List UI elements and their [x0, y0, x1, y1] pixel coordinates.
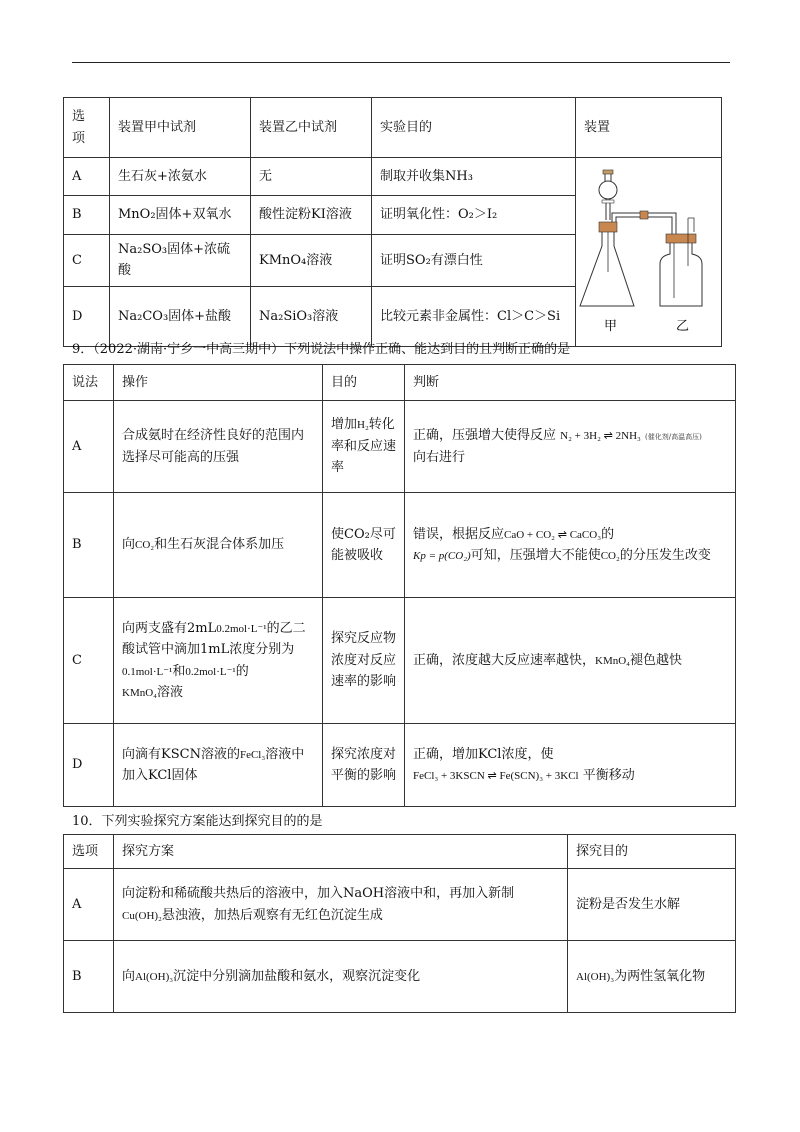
row-option: D — [64, 724, 114, 807]
question-9-title: 9．（2022·湖南·宁乡一中高三期中）下列说法中操作正确、能达到目的且判断正确的是 — [72, 342, 571, 357]
header-goal: 探究目的 — [568, 835, 736, 869]
row-goal: 制取并收集NH₃ — [372, 158, 576, 196]
row-plan: 向Al(OH)₃沉淀中分别滴加盐酸和氨水，观察沉淀变化 — [114, 941, 568, 1013]
table-row — [64, 598, 736, 724]
row-option: A — [64, 158, 110, 196]
row-goal: Al(OH)₃为两性氢氧化物 — [568, 941, 736, 1013]
row-option: A — [64, 869, 114, 941]
row-goal: 探究浓度对平衡的影响 — [323, 724, 405, 807]
row-goal: 淀粉是否发生水解 — [568, 869, 736, 941]
label-jia: 甲 — [604, 319, 618, 335]
row-yi: Na₂SiO₃溶液 — [251, 286, 372, 346]
table-header-row — [64, 98, 722, 158]
row-goal: 增加H₂转化率和反应速率 — [323, 401, 405, 493]
table-q9 — [63, 364, 736, 807]
table-q10 — [63, 834, 736, 1013]
row-judgment: 错误，根据反应CaO + CO₂ ⇌ CaCO₃的 Kp = p(CO₂)可知，压强增大不能使CO₂的分压发生改变 — [405, 493, 736, 598]
table-row — [64, 941, 736, 1013]
row-judgment: 正确，压强增大使得反应 N₂ + 3H₂ ⇌ 2NH₃ (催化剂/高温高压) 向右进行 — [405, 401, 736, 493]
row-jia: Na₂CO₃固体+盐酸 — [110, 286, 251, 346]
header-jia: 装置甲中试剂 — [110, 98, 251, 158]
row-yi: 无 — [251, 158, 372, 196]
row-option: D — [64, 286, 110, 346]
row-judgment: 正确，增加KCl浓度，使 FeCl₃ + 3KSCN ⇌ Fe(SCN)₃ + 3KCl 平衡移动 — [405, 724, 736, 807]
row-operation: 合成氨时在经济性良好的范围内选择尽可能高的压强 — [114, 401, 323, 493]
table-row — [64, 869, 736, 941]
header-option: 选项 — [64, 835, 114, 869]
header-apparatus: 装置 — [576, 98, 722, 158]
question-10-title: 10．下列实验探究方案能达到探究目的的是 — [72, 814, 323, 829]
row-jia: Na₂SO₃固体+浓硫酸 — [110, 235, 251, 287]
row-jia: MnO₂固体+双氧水 — [110, 196, 251, 235]
table-q8 — [63, 97, 722, 347]
row-option: A — [64, 401, 114, 493]
row-operation: 向CO₂和生石灰混合体系加压 — [114, 493, 323, 598]
row-yi: KMnO₄溶液 — [251, 235, 372, 287]
table-row — [64, 401, 736, 493]
row-operation: 向两支盛有2mL0.2mol·L⁻¹的乙二酸试管中滴加1mL浓度分别为0.1mol·L⁻¹和0.2mol·L⁻¹的 KMnO₄溶液 — [114, 598, 323, 724]
row-option: B — [64, 493, 114, 598]
row-goal: 探究反应物浓度对反应速率的影响 — [323, 598, 405, 724]
header-plan: 探究方案 — [114, 835, 568, 869]
header-statement: 说法 — [64, 365, 114, 401]
row-goal: 证明氧化性：O₂＞I₂ — [372, 196, 576, 235]
table-row — [64, 158, 722, 196]
row-goal: 使CO₂尽可能被吸收 — [323, 493, 405, 598]
row-yi: 酸性淀粉KI溶液 — [251, 196, 372, 235]
row-operation: 向滴有KSCN溶液的FeCl₃溶液中加入KCl固体 — [114, 724, 323, 807]
header-yi: 装置乙中试剂 — [251, 98, 372, 158]
header-goal: 实验目的 — [372, 98, 576, 158]
row-option: C — [64, 598, 114, 724]
row-goal: 比较元素非金属性：Cl＞C＞Si — [372, 286, 576, 346]
header-option: 选 项 — [64, 98, 110, 158]
row-option: B — [64, 196, 110, 235]
header-judgment: 判断 — [405, 365, 736, 401]
label-yi: 乙 — [676, 319, 690, 335]
header-operation: 操作 — [114, 365, 323, 401]
table-header-row — [64, 365, 736, 401]
header-rule — [72, 62, 730, 63]
table-row — [64, 724, 736, 807]
row-goal: 证明SO₂有漂白性 — [372, 235, 576, 287]
header-goal: 目的 — [323, 365, 405, 401]
table-row — [64, 493, 736, 598]
row-jia: 生石灰+浓氨水 — [110, 158, 251, 196]
table-header-row — [64, 835, 736, 869]
row-judgment: 正确，浓度越大反应速率越快，KMnO₄褪色越快 — [405, 598, 736, 724]
row-plan: 向淀粉和稀硫酸共热后的溶液中，加入NaOH溶液中和，再加入新制 Cu(OH)₂悬浊液，加热后观察有无红色沉淀生成 — [114, 869, 568, 941]
row-option: C — [64, 235, 110, 287]
row-option: B — [64, 941, 114, 1013]
apparatus-cell — [576, 158, 722, 347]
apparatus-diagram — [576, 160, 722, 336]
